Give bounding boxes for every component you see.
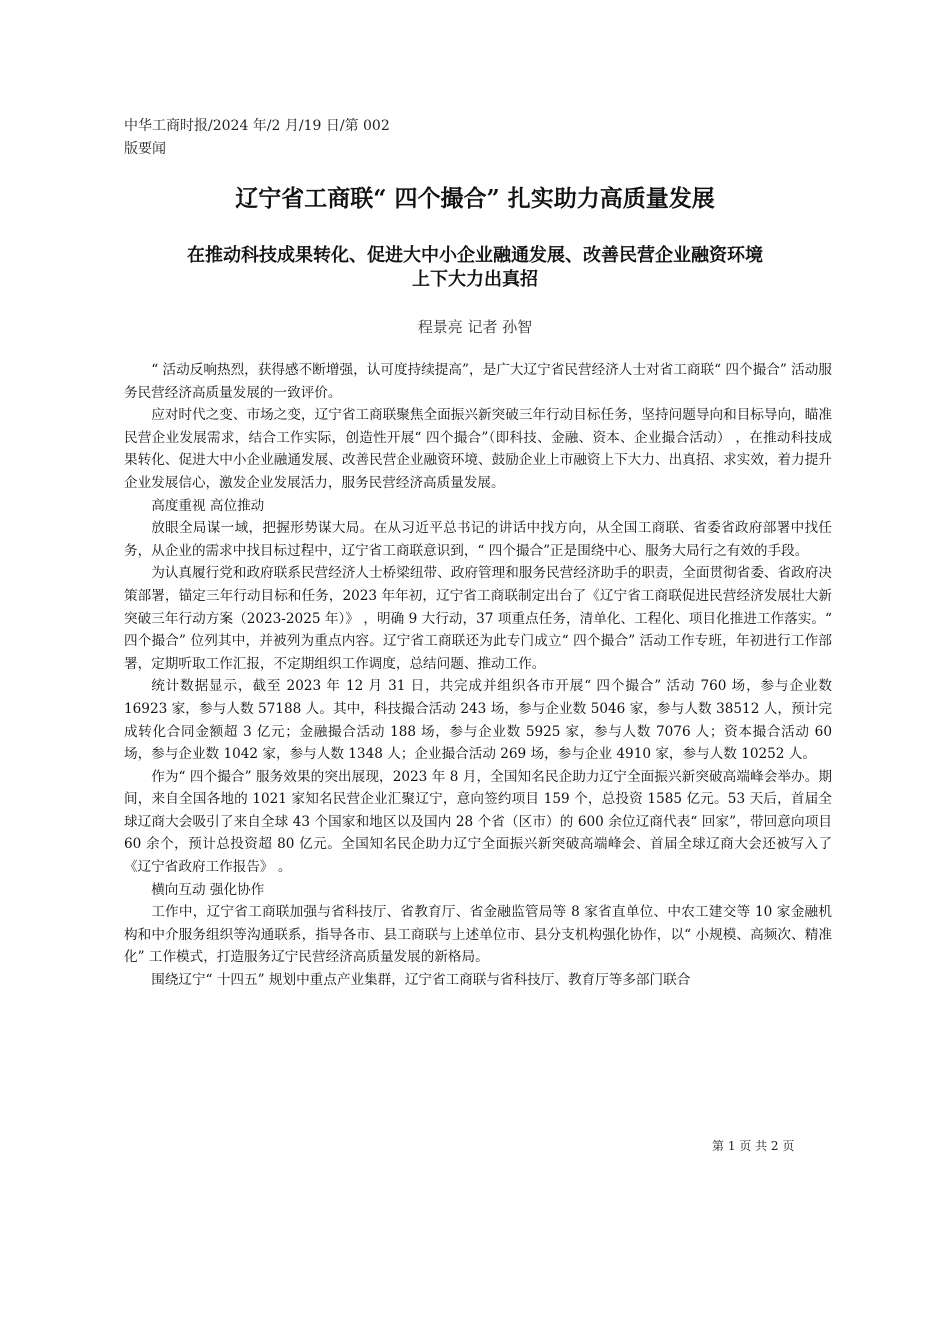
source-info — [124, 115, 390, 161]
section-line: 版要闻 — [124, 141, 166, 157]
source-line: 中华工商时报/2024 年/2 月/19 日/第 002 — [124, 118, 390, 134]
paragraph: “ 活动反响热烈，获得感不断增强，认可度持续提高”，是广大辽宁省民营经济人士对省工商联“ 四个撮合” 活动服务民营经济高质量发展的一致评价。 — [124, 362, 832, 401]
section-heading: 横向互动 强化协作 — [151, 881, 265, 898]
paragraph: 为认真履行党和政府联系民营经济人士桥梁纽带、政府管理和服务民营经济助手的职责，全面贯彻省委、省政府决策部署，锚定三年行动目标和任务，2023 年年初，辽宁省工商联制定出台了《辽宁省工商联促进民营经济发展壮大新突破三年行动方案（2023-2025 年）》 ，明确 9 大行动，37 项重点任务，清单化、工程化、项目化推进工作落实。“ 四个撮合” 位列其中，并被列为重点内容。辽宁省工商联还为此专门成立“ 四个撮合” 活动工作专班，年初进行工作部署，定期听取工作汇报，不定期组织工作调度，总结问题、推动工作。 — [124, 565, 832, 672]
paragraph: 工作中，辽宁省工商联加强与省科技厅、省教育厅、省金融监管局等 8 家省直单位、中农工建交等 10 家金融机构和中介服务组织等沟通联系，指导各市、县工商联与上述单位市、县分支机构强化协作，以“ 小规模、高频次、精准化” 工作模式，打造服务辽宁民营经济高质量发展的新格局。 — [124, 904, 832, 966]
section-heading: 高度重视 高位推动 — [151, 497, 265, 514]
article-title: 辽宁省工商联“ 四个撮合” 扎实助力高质量发展 — [235, 185, 715, 212]
page-number-footer: 第 1 页 共 2 页 — [712, 1139, 795, 1153]
subtitle-line-1: 在推动科技成果转化、促进大中小企业融通发展、改善民营企业融资环境 — [187, 245, 763, 266]
paragraph: 围绕辽宁“ 十四五” 规划中重点产业集群，辽宁省工商联与省科技厅、教育厅等多部门联合 — [151, 972, 691, 989]
paragraph: 应对时代之变、市场之变，辽宁省工商联聚焦全面振兴新突破三年行动目标任务，坚持问题导向和目标导向，瞄准民营企业发展需求，结合工作实际，创造性开展“ 四个撮合”（即科技、金融、资本、企业撮合活动） ，在推动科技成果转化、促进大中小企业融通发展、改善民营企业融资环境、鼓励企业上市融资上下大力、出真招、求实效，着力提升企业发展信心，激发企业发展活力，服务民营经济高质量发展。 — [124, 407, 832, 491]
subtitle-line-2: 上下大力出真招 — [412, 269, 538, 290]
paragraph: 放眼全局谋一域，把握形势谋大局。在从习近平总书记的讲话中找方向，从全国工商联、省委省政府部署中找任务，从企业的需求中找目标过程中，辽宁省工商联意识到，“ 四个撮合”正是围绕中心、服务大局行之有效的手段。 — [124, 520, 832, 559]
article-subtitle — [110, 244, 840, 292]
article-body — [124, 359, 832, 992]
paragraph: 作为“ 四个撮合” 服务效果的突出展现，2023 年 8 月，全国知名民企助力辽宁全面振兴新突破高端峰会举办。期间，来自全国各地的 1021 家知名民营企业汇聚辽宁，意向签约项目 159 个，总投资 1585 亿元。53 天后，首届全球辽商大会吸引了来自全球 43 个国家和地区以及国内 28 个省（区市）的 600 余位辽商代表“ 回家”，带回意向项目 60 余个，预计总投资超 80 亿元。全国知名民企助力辽宁全面振兴新突破高端峰会、首届全球辽商大会还被写入了《辽宁省政府工作报告》 。 — [124, 768, 832, 876]
byline: 程景亮 记者 孙智 — [417, 318, 533, 336]
paragraph: 统计数据显示，截至 2023 年 12 月 31 日，共完成并组织各市开展“ 四个撮合” 活动 760 场，参与企业数 16923 家，参与人数 57188 人。其中，科技撮合活动 243 场，参与企业数 5046 家，参与人数 38512 人，预计完成转化合同金额超 3 亿元；金融撮合活动 188 场，参与企业数 5925 家，参与人数 7076 人；资本撮合活动 60 场，参与企业数 1042 家，参与人数 1348 人；企业撮合活动 269 场，参与企业 4910 家，参与人数 10252 人。 — [124, 678, 832, 763]
